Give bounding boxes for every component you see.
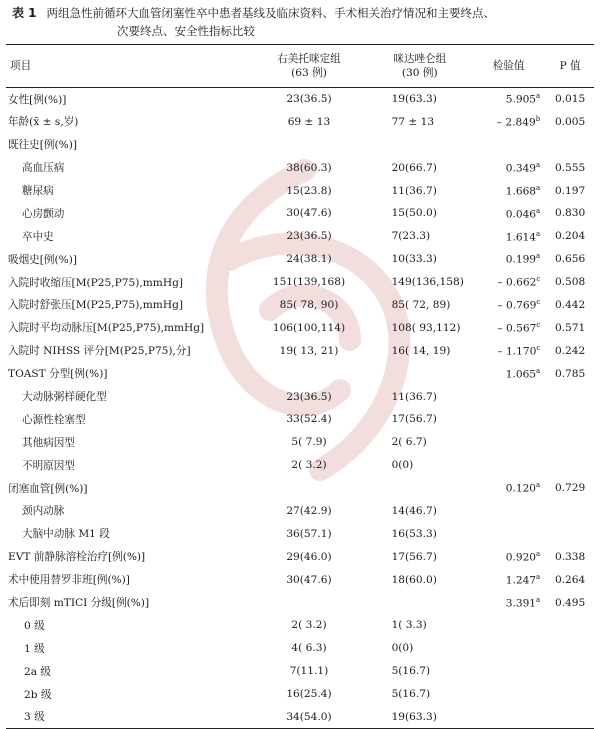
group-b-value-text: 5(16.7) (391, 688, 431, 701)
row-label (6, 545, 254, 568)
row-label (6, 202, 254, 225)
test-value (476, 179, 546, 202)
group-b-value-text: 19(63.3) (391, 710, 437, 723)
test-value-text: 1.247 (505, 574, 537, 587)
row-label-text: 术后即刻 mTICI 分级[例(%)] (8, 597, 150, 610)
p-value (546, 660, 594, 683)
table-row (6, 179, 594, 202)
p-value (546, 133, 594, 156)
row-label (6, 591, 254, 614)
group-b-value-text: 17(56.7) (391, 413, 437, 426)
test-value-text: – 1.170 (497, 345, 537, 358)
group-b-value (364, 614, 476, 637)
group-b-value (364, 202, 476, 225)
table-row (6, 248, 594, 271)
group-b-value-text: 17(56.7) (391, 550, 437, 563)
test-value (476, 408, 546, 431)
header-group-b (364, 45, 476, 88)
row-label-text: 入院时平均动脉压[M(P25,P75),mmHg] (8, 322, 205, 335)
group-b-value (364, 156, 476, 179)
p-value (546, 637, 594, 660)
group-b-value-text (364, 597, 392, 609)
test-value (476, 294, 546, 317)
group-b-value (364, 568, 476, 591)
test-value (476, 637, 546, 660)
group-b-value-text: 1( 3.3) (391, 619, 427, 632)
group-b-value (364, 522, 476, 545)
test-value-text: – 0.567 (497, 322, 537, 335)
group-b-value (364, 500, 476, 523)
test-value (476, 248, 546, 271)
row-label-text: 入院时收缩压[M(P25,P75),mmHg] (8, 276, 184, 289)
test-value (476, 591, 546, 614)
row-label-text: 高血压病 (22, 162, 65, 175)
group-a-value: 24(38.1) (286, 253, 332, 266)
table-row (6, 202, 594, 225)
header-group-a-count: (63 例) (291, 67, 327, 79)
row-label (6, 408, 254, 431)
group-a-value: 16(25.4) (286, 688, 332, 701)
group-b-value (364, 637, 476, 660)
row-label (6, 660, 254, 683)
row-label (6, 522, 254, 545)
group-b-value (364, 110, 476, 133)
group-b-value (364, 591, 476, 614)
test-value-text: – 0.662 (497, 276, 537, 289)
group-b-value (364, 385, 476, 408)
row-label-text: 既往史[例(%)] (8, 139, 77, 152)
row-label-text: 大动脉粥样硬化型 (22, 391, 107, 404)
group-a-value: 34(54.0) (254, 706, 363, 729)
row-label-text: 其他病因型 (22, 436, 75, 449)
test-value-text: 1.065 (505, 368, 537, 381)
test-type-marker: a (536, 183, 541, 192)
table-row (6, 88, 594, 111)
group-b-value-text (364, 482, 392, 494)
p-value (546, 408, 594, 431)
row-label-text: 0 级 (24, 619, 45, 632)
row-label-text: 卒中史 (22, 230, 54, 243)
header-group-a-name: 右美托咪定组 (277, 53, 341, 65)
table-row (6, 545, 594, 568)
p-value: 0.005 (554, 115, 586, 128)
group-b-value-text: 0(0) (391, 642, 414, 655)
group-b-value (364, 133, 476, 156)
p-value: 0.555 (554, 161, 586, 174)
row-label-text: TOAST 分型[例(%)] (8, 368, 108, 381)
table-row (6, 706, 594, 729)
test-type-marker: b (535, 115, 541, 124)
group-a-value: 30(47.6) (286, 207, 332, 220)
group-a-value: 4( 6.3) (291, 642, 327, 655)
row-label (6, 385, 254, 408)
group-a-value: 29(46.0) (286, 550, 332, 563)
group-b-value-text: 149(136,158) (391, 276, 464, 289)
row-label (6, 271, 254, 294)
group-b-value (364, 477, 476, 500)
group-b-value (364, 660, 476, 683)
row-label (6, 294, 254, 317)
table-row (6, 362, 594, 385)
test-value (476, 706, 546, 729)
table-row (6, 316, 594, 339)
table-row (6, 477, 594, 500)
test-value-text: 0.920 (505, 551, 537, 564)
group-b-value (364, 545, 476, 568)
test-type-marker: c (536, 298, 541, 307)
group-a-value: 85( 78, 90) (279, 298, 339, 311)
group-b-value-text: 11(36.7) (391, 390, 437, 403)
test-value (476, 362, 546, 385)
p-value (546, 454, 594, 477)
group-a-value: 15(23.8) (286, 184, 332, 197)
p-value: 0.656 (554, 253, 586, 266)
test-type-marker: a (536, 366, 541, 375)
test-type-marker: a (536, 595, 541, 604)
p-value (546, 683, 594, 706)
test-value (476, 202, 546, 225)
group-b-value-text: 14(46.7) (391, 504, 437, 517)
group-a-value: 106(100,114) (272, 321, 346, 334)
row-label (6, 637, 254, 660)
test-value-text: 1.668 (505, 185, 537, 198)
group-b-value-text: 0(0) (391, 459, 414, 472)
table-row (6, 568, 594, 591)
test-type-marker: a (536, 481, 541, 490)
row-label (6, 683, 254, 706)
row-label (6, 248, 254, 271)
group-a-value: 33(52.4) (286, 413, 332, 426)
table-row (6, 591, 594, 614)
header-test-value: 检验值 (476, 45, 546, 88)
row-label-text: 年龄(x̄ ± s,岁) (8, 116, 79, 129)
group-a-value: 2( 3.2) (291, 619, 327, 632)
group-b-value-text: 20(66.7) (391, 161, 437, 174)
group-b-value-text: 16(53.3) (391, 527, 437, 540)
group-b-value-text: 18(60.0) (391, 573, 437, 586)
p-value: 0.338 (554, 550, 586, 563)
header-p-value: P 值 (546, 45, 594, 88)
test-value (476, 431, 546, 454)
group-b-value (364, 454, 476, 477)
test-value-text: 1.614 (505, 231, 537, 244)
row-label-text: 3 级 (24, 711, 45, 724)
group-b-value (364, 179, 476, 202)
p-value: 0.571 (554, 321, 586, 334)
p-value: 0.830 (554, 207, 586, 220)
group-b-value-text: 15(50.0) (391, 207, 437, 220)
row-label (6, 500, 254, 523)
group-a-value: 23(36.5) (286, 230, 332, 243)
p-value: 0.197 (554, 184, 586, 197)
test-value-text: – 0.769 (497, 299, 537, 312)
p-value: 0.015 (554, 93, 586, 106)
group-a-value: 7(11.1) (289, 665, 329, 678)
table-row (6, 225, 594, 248)
p-value (546, 706, 594, 729)
test-value (476, 660, 546, 683)
test-value (476, 614, 546, 637)
row-label (6, 431, 254, 454)
table-header-row (6, 45, 594, 88)
table-row (6, 156, 594, 179)
test-value (476, 477, 546, 500)
row-label-text: 术中使用替罗非班[例(%)] (8, 574, 130, 587)
group-b-value-text: 5(16.7) (391, 665, 431, 678)
row-label (6, 568, 254, 591)
row-label (6, 339, 254, 362)
group-b-value-text: 19(63.3) (391, 93, 437, 106)
table-row (6, 454, 594, 477)
test-value-text: 0.199 (505, 253, 537, 266)
p-value: 0.729 (554, 482, 586, 495)
test-value (476, 110, 546, 133)
caption-line-1: 两组急性前循环大血管闭塞性卒中患者基线及临床资料、手术相关治疗情况和主要终点、 (46, 6, 496, 20)
test-value (476, 385, 546, 408)
group-b-value (364, 431, 476, 454)
group-b-value (364, 225, 476, 248)
p-value: 0.785 (554, 367, 586, 380)
table-row (6, 408, 594, 431)
header-group-a (254, 45, 363, 88)
group-b-value (364, 248, 476, 271)
test-value-text: 0.120 (505, 482, 537, 495)
row-label-text: 糖尿病 (22, 185, 54, 197)
group-b-value (364, 339, 476, 362)
group-a-value: 23(36.5) (286, 390, 332, 403)
group-a-value: 30(47.6) (286, 573, 332, 586)
table-row (6, 660, 594, 683)
group-a-value (254, 133, 363, 156)
test-value (476, 545, 546, 568)
row-label-text: 闭塞血管[例(%)] (8, 482, 88, 495)
caption-line-2: 次要终点、安全性指标比较 (117, 24, 255, 38)
p-value (546, 385, 594, 408)
group-b-value (364, 683, 476, 706)
test-value (476, 683, 546, 706)
row-label (6, 454, 254, 477)
row-label (6, 156, 254, 179)
group-b-value-text: 11(36.7) (391, 184, 437, 197)
group-b-value (364, 88, 476, 111)
header-group-b-count: (30 例) (401, 67, 438, 79)
p-value: 0.204 (554, 230, 586, 243)
row-label-text: EVT 前静脉溶栓治疗[例(%)] (8, 551, 146, 564)
test-value (476, 316, 546, 339)
test-type-marker: a (536, 92, 541, 101)
group-a-value: 2( 3.2) (291, 459, 327, 472)
group-b-value (364, 706, 476, 729)
test-type-marker: a (536, 252, 541, 261)
group-b-value-text: 108( 93,112) (391, 321, 461, 334)
group-b-value-text (364, 139, 392, 151)
test-value (476, 133, 546, 156)
test-type-marker: c (536, 275, 541, 284)
test-value (476, 156, 546, 179)
row-label (6, 133, 254, 156)
p-value (546, 614, 594, 637)
test-value (476, 271, 546, 294)
p-value: 0.495 (554, 596, 586, 609)
group-a-value: 23(36.5) (286, 93, 332, 106)
test-type-marker: a (536, 229, 541, 238)
row-label-text: 女性[例(%)] (8, 93, 67, 106)
group-a-value: 19( 13, 21) (279, 344, 339, 357)
row-label (6, 477, 254, 500)
test-value (476, 88, 546, 111)
table-row (6, 431, 594, 454)
group-b-value-text: 2( 6.7) (391, 436, 427, 449)
group-b-value-text: 10(33.3) (391, 253, 437, 266)
test-type-marker: c (536, 321, 541, 330)
table-row (6, 271, 594, 294)
table-row (6, 133, 594, 156)
header-item: 项目 (6, 45, 254, 88)
group-a-value: 5( 7.9) (291, 436, 327, 449)
row-label-text: 心房颤动 (22, 207, 65, 220)
group-b-value (364, 362, 476, 385)
row-label-text: 2a 级 (24, 665, 52, 678)
test-value (476, 225, 546, 248)
group-a-value: 151(139,168) (272, 276, 346, 289)
group-b-value-text (364, 368, 392, 380)
table-row (6, 339, 594, 362)
row-label (6, 362, 254, 385)
test-type-marker: a (536, 572, 541, 581)
row-label (6, 316, 254, 339)
row-label-text: 入院时舒张压[M(P25,P75),mmHg] (8, 299, 184, 312)
row-label-text: 不明原因型 (22, 459, 75, 472)
test-value (476, 568, 546, 591)
p-value (546, 431, 594, 454)
test-value-text: 3.391 (505, 597, 537, 610)
header-group-b-name: 咪达唑仑组 (393, 53, 447, 65)
p-value (546, 522, 594, 545)
table-body (6, 88, 594, 729)
table-row (6, 500, 594, 523)
row-label-text: 吸烟史[例(%)] (8, 253, 77, 266)
test-value-text: 0.046 (505, 208, 537, 221)
table-row (6, 110, 594, 133)
row-label (6, 614, 254, 637)
group-b-value-text: 7(23.3) (391, 230, 431, 243)
row-label (6, 225, 254, 248)
row-label (6, 110, 254, 133)
p-value: 0.442 (554, 298, 586, 311)
test-value (476, 454, 546, 477)
row-label (6, 179, 254, 202)
p-value: 0.242 (554, 344, 586, 357)
group-a-value (254, 362, 363, 385)
group-a-value: 69 ± 13 (287, 115, 331, 128)
test-value (476, 339, 546, 362)
group-b-value (364, 316, 476, 339)
p-value (546, 500, 594, 523)
group-b-value (364, 271, 476, 294)
table-row (6, 614, 594, 637)
group-a-value: 38(60.3) (286, 161, 332, 174)
group-a-value: 27(42.9) (286, 504, 332, 517)
table-row (6, 683, 594, 706)
row-label-text: 心源性栓塞型 (22, 413, 86, 426)
row-label-text: 颈内动脉 (22, 505, 65, 518)
test-value-text: 0.349 (505, 162, 537, 175)
group-a-value: 36(57.1) (286, 527, 332, 540)
test-type-marker: a (536, 549, 541, 558)
table-number: 表 1 (12, 6, 37, 20)
group-b-value-text: 85( 72, 89) (391, 298, 451, 311)
group-a-value (254, 591, 363, 614)
row-label-text: 1 级 (24, 642, 45, 655)
test-value-text: 5.905 (505, 93, 537, 106)
test-value (476, 522, 546, 545)
group-b-value (364, 294, 476, 317)
table-row (6, 637, 594, 660)
p-value: 0.264 (554, 573, 586, 586)
group-a-value (254, 477, 363, 500)
row-label (6, 88, 254, 111)
table-caption (12, 4, 592, 40)
comparison-table (6, 44, 594, 729)
table-row (6, 522, 594, 545)
test-type-marker: a (536, 206, 541, 215)
test-value (476, 500, 546, 523)
table-row (6, 385, 594, 408)
group-b-value-text: 77 ± 13 (391, 115, 435, 128)
test-type-marker: a (536, 160, 541, 169)
table-row (6, 294, 594, 317)
row-label-text: 大脑中动脉 M1 段 (22, 528, 110, 541)
row-label (6, 706, 254, 729)
group-b-value (364, 408, 476, 431)
row-label-text: 2b 级 (24, 688, 52, 701)
p-value: 0.508 (554, 276, 586, 289)
test-type-marker: c (536, 343, 541, 352)
test-value-text: – 2.849 (496, 116, 536, 129)
row-label-text: 入院时 NIHSS 评分[M(P25,P75),分] (8, 345, 191, 358)
group-b-value-text: 16( 14, 19) (391, 344, 451, 357)
